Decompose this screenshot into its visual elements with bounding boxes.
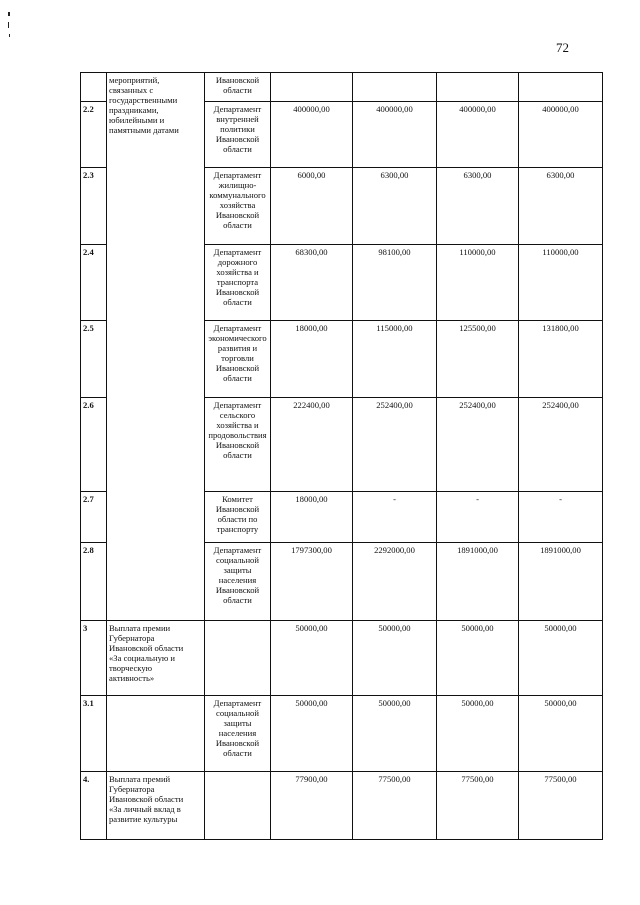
event-description: Выплата премии Губернатора Ивановской области «За социальную и творческую активность»: [107, 621, 205, 696]
event-description: Выплата премий Губернатора Ивановской области «За личный вклад в развитие культуры: [107, 772, 205, 840]
row-number: 2.8: [81, 543, 107, 621]
scan-mark: [9, 34, 10, 37]
value-cell: 400000,00: [519, 102, 603, 168]
row-number: 3.1: [81, 696, 107, 772]
value-cell: 2292000,00: [353, 543, 437, 621]
value-cell: 6000,00: [271, 168, 353, 245]
value-cell: 1797300,00: [271, 543, 353, 621]
value-cell: 222400,00: [271, 398, 353, 492]
department-cell: Департамент жилищно- коммунального хозяйства Ивановской области: [205, 168, 271, 245]
value-cell: [353, 73, 437, 102]
department-cell: Департамент экономического развития и торговли Ивановской области: [205, 321, 271, 398]
value-cell: 115000,00: [353, 321, 437, 398]
value-cell: 50000,00: [353, 621, 437, 696]
department-cell: Комитет Ивановской области по транспорту: [205, 492, 271, 543]
value-cell: 110000,00: [519, 245, 603, 321]
value-cell: [437, 73, 519, 102]
value-cell: 18000,00: [271, 321, 353, 398]
value-cell: -: [437, 492, 519, 543]
department-cell: Департамент социальной защиты населения Ивановской области: [205, 543, 271, 621]
value-cell: [519, 73, 603, 102]
row-number: [81, 73, 107, 102]
value-cell: 77900,00: [271, 772, 353, 840]
value-cell: 131800,00: [519, 321, 603, 398]
value-cell: 252400,00: [437, 398, 519, 492]
value-cell: 50000,00: [271, 621, 353, 696]
value-cell: 77500,00: [519, 772, 603, 840]
value-cell: 68300,00: [271, 245, 353, 321]
department-cell: Департамент социальной защиты населения Ивановской области: [205, 696, 271, 772]
row-number: 4.: [81, 772, 107, 840]
table-row: [81, 621, 603, 696]
budget-table: [80, 72, 603, 840]
value-cell: 110000,00: [437, 245, 519, 321]
value-cell: -: [519, 492, 603, 543]
value-cell: [271, 73, 353, 102]
value-cell: 400000,00: [271, 102, 353, 168]
row-number: 2.4: [81, 245, 107, 321]
table-row: [81, 73, 603, 102]
value-cell: 6300,00: [353, 168, 437, 245]
row-number: 2.5: [81, 321, 107, 398]
value-cell: 1891000,00: [437, 543, 519, 621]
event-description: [107, 696, 205, 772]
department-cell: Департамент дорожного хозяйства и транспорта Ивановской области: [205, 245, 271, 321]
value-cell: 6300,00: [519, 168, 603, 245]
value-cell: 50000,00: [437, 621, 519, 696]
value-cell: 400000,00: [437, 102, 519, 168]
department-cell: Департамент сельского хозяйства и продовольствия Ивановской области: [205, 398, 271, 492]
value-cell: 50000,00: [437, 696, 519, 772]
value-cell: 77500,00: [353, 772, 437, 840]
department-cell: Департамент внутренней политики Ивановской области: [205, 102, 271, 168]
department-cell: [205, 772, 271, 840]
scan-mark: [8, 22, 9, 28]
value-cell: 50000,00: [353, 696, 437, 772]
value-cell: 50000,00: [519, 621, 603, 696]
row-number: 2.2: [81, 102, 107, 168]
row-number: 3: [81, 621, 107, 696]
value-cell: 252400,00: [353, 398, 437, 492]
table-row: [81, 772, 603, 840]
value-cell: 400000,00: [353, 102, 437, 168]
value-cell: 50000,00: [519, 696, 603, 772]
value-cell: 98100,00: [353, 245, 437, 321]
value-cell: -: [353, 492, 437, 543]
value-cell: 6300,00: [437, 168, 519, 245]
row-number: 2.6: [81, 398, 107, 492]
row-number: 2.3: [81, 168, 107, 245]
department-cell: Ивановской области: [205, 73, 271, 102]
scan-mark: [8, 12, 10, 16]
value-cell: 77500,00: [437, 772, 519, 840]
row-number: 2.7: [81, 492, 107, 543]
value-cell: 125500,00: [437, 321, 519, 398]
page-number: 72: [556, 40, 569, 55]
value-cell: 252400,00: [519, 398, 603, 492]
event-description: мероприятий, связанных с государственными праздниками, юбилейными и памятными датами: [107, 73, 205, 621]
value-cell: 50000,00: [271, 696, 353, 772]
table-row: [81, 696, 603, 772]
department-cell: [205, 621, 271, 696]
value-cell: 1891000,00: [519, 543, 603, 621]
value-cell: 18000,00: [271, 492, 353, 543]
